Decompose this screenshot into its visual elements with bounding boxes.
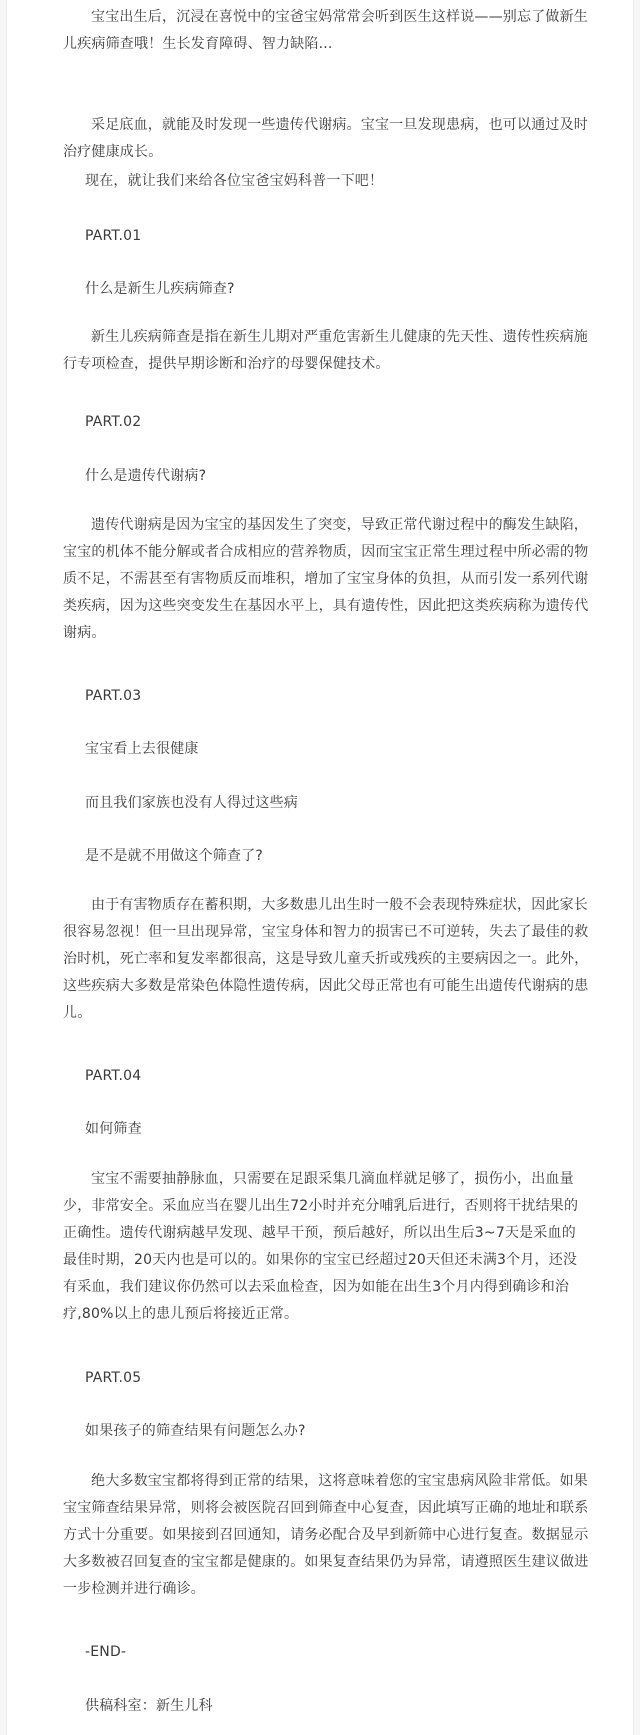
section-heading-2: 什么是遗传代谢病? — [85, 468, 207, 484]
section-2-body: 遗传代谢病是因为宝宝的基因发生了突变，导致正常代谢过程中的酶发生缺陷，宝宝的机体不能分解或者合成相应的营养物质，因而宝宝正常生理过程中所必需的物质不足，不需甚至有害物质反而堆积，增加了宝宝身体的负担，从而引发一系列代谢类疾病，因为这些突变发生在基因水平上，具有遗传性，因此把这类疾病称为遗传代谢病。 — [63, 517, 589, 641]
intro-paragraph-2: 采足底血，就能及时发现一些遗传代谢病。宝宝一旦发现患病，也可以通过及时治疗健康成长。 — [63, 117, 588, 160]
section-label-part-02: PART.02 — [85, 414, 142, 430]
section-3-body: 由于有害物质存在蓄积期，大多数患儿出生时一般不会表现特殊症状，因此家长很容易忽视！但一旦出现异常，宝宝身体和智力的损害已不可逆转，失去了最佳的救治时机，死亡率和复发率都很高，这是导致儿童夭折或残疾的主要病因之一。此外，这些疾病大多数是常染色体隐性遗传病，因此父母正常也有可能生出遗传代谢病的患儿。 — [63, 897, 589, 1021]
end-marker: -END- — [85, 1644, 127, 1660]
section-label-part-01: PART.01 — [85, 228, 142, 244]
section-heading-5: 如果孩子的筛查结果有问题怎么办? — [85, 1423, 306, 1439]
section-heading-3-line-3: 是不是就不用做这个筛查了? — [85, 848, 264, 864]
section-4-body: 宝宝不需要抽静脉血，只需要在足跟采集几滴血样就足够了，损伤小，出血量少，非常安全。采血应当在婴儿出生72小时并充分哺乳后进行，否则将干扰结果的正确性。遗传代谢病越早发现、越早干预，预后越好，所以出生后3~7天是采血的最佳时期，20天内也是可以的。如果你的宝宝已经超过20天但还未满3个月，还没有采血，我们建议你仍然可以去采血检查，因为如能在出生3个月内得到确诊和治疗,80%以上的患儿预后将接近正常。 — [63, 1171, 579, 1322]
intro-paragraph-1: 宝宝出生后，沉浸在喜悦中的宝爸宝妈常常会听到医生这样说——别忘了做新生儿疾病筛查哦！生长发育障碍、智力缺陷... — [63, 9, 588, 52]
section-label-part-03: PART.03 — [85, 688, 142, 704]
section-heading-1: 什么是新生儿疾病筛查? — [85, 281, 235, 297]
section-label-part-04: PART.04 — [85, 1068, 142, 1084]
intro-paragraph-3: 现在，就让我们来给各位宝爸宝妈科普一下吧！ — [85, 173, 384, 189]
section-label-part-05: PART.05 — [85, 1370, 142, 1386]
article-page — [6, 0, 634, 1735]
section-1-body: 新生儿疾病筛查是指在新生儿期对严重危害新生儿健康的先天性、遗传性疾病施行专项检查，提供早期诊断和治疗的母婴保健技术。 — [63, 329, 588, 372]
section-heading-4: 如何筛查 — [85, 1121, 142, 1137]
section-heading-3-line-2: 而且我们家族也没有人得过这些病 — [85, 795, 298, 811]
section-heading-3-line-1: 宝宝看上去很健康 — [85, 741, 199, 757]
contributor-department: 供稿科室：新生儿科 — [85, 1698, 213, 1714]
section-5-body: 绝大多数宝宝都将得到正常的结果，这将意味着您的宝宝患病风险非常低。如果宝宝筛查结果异常，则将会被医院召回到筛查中心复查，因此填写正确的地址和联系方式十分重要。如果接到召回通知，请务必配合及早到新筛中心进行复查。数据显示大多数被召回复查的宝宝都是健康的。如果复查结果仍为异常，请遵照医生建议做进一步检测并进行确诊。 — [63, 1473, 589, 1597]
